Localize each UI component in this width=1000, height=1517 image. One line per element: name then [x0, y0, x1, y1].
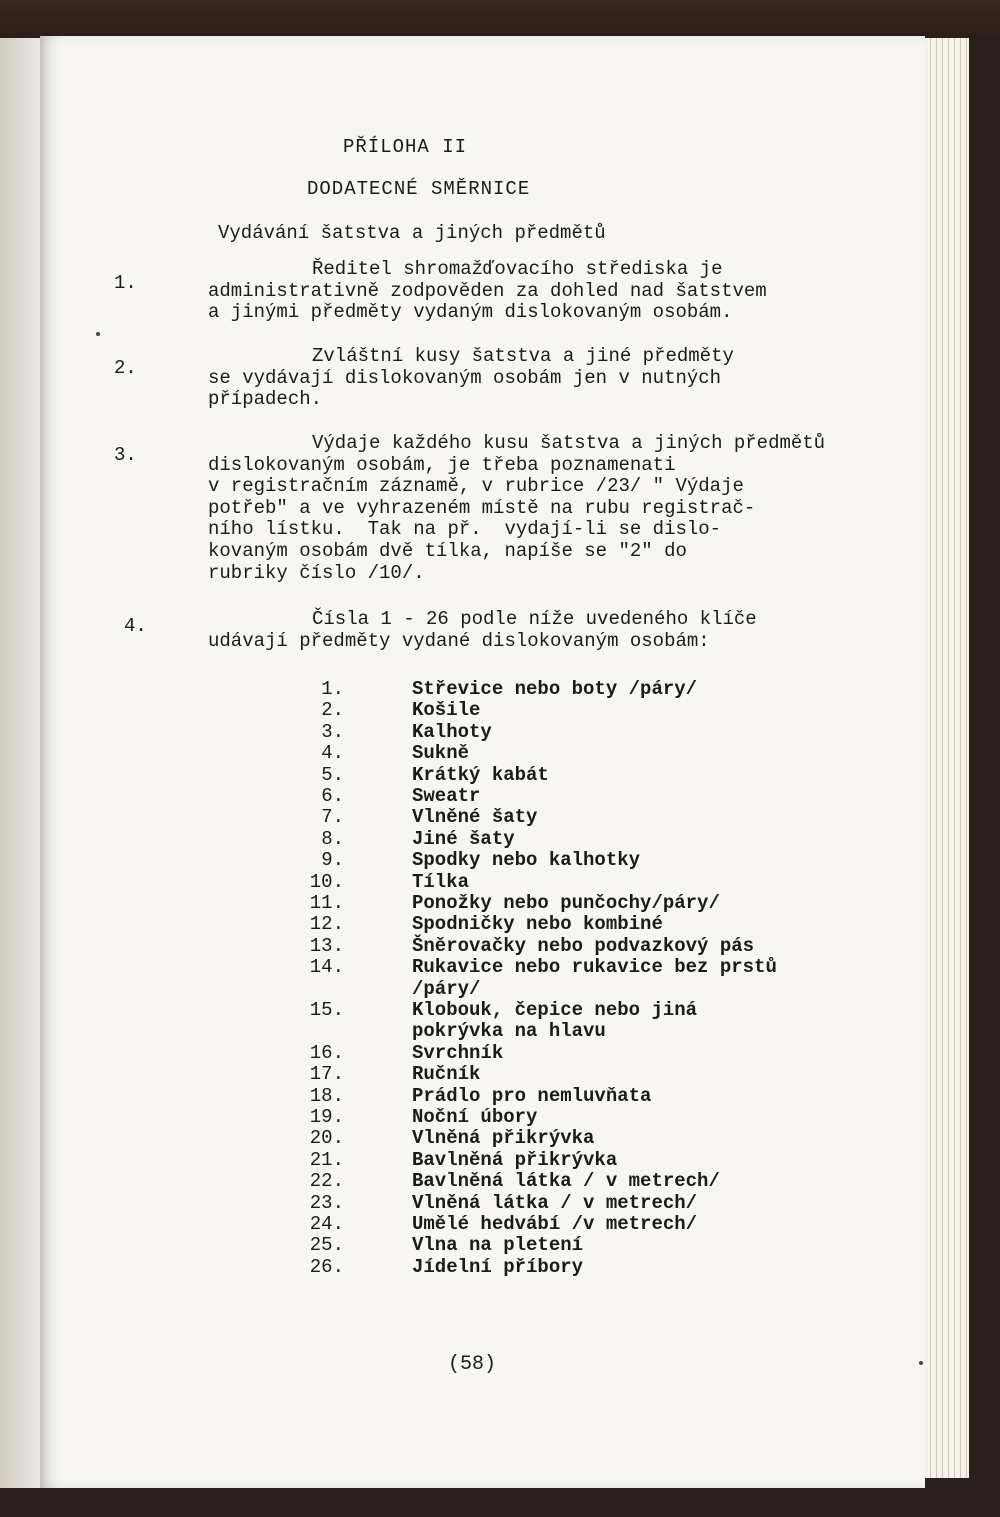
item-number: 19.: [309, 1106, 344, 1128]
item-number: 8.: [321, 827, 344, 850]
book-cover-edge: [0, 0, 1000, 40]
item-label: Ručník: [412, 1063, 481, 1086]
item-label: Vlněná přikrývka: [412, 1127, 595, 1150]
paragraph-line: potřeb" a ve vyhrazeném místě na rubu registrač-: [208, 496, 756, 519]
item-number: 26.: [309, 1255, 344, 1278]
item-label: Jídelní příbory: [412, 1255, 584, 1278]
item-number: 7.: [321, 806, 344, 829]
item-label: Klobouk, čepice nebo jiná: [412, 999, 698, 1021]
paragraph-line: případech.: [208, 388, 323, 411]
item-label: Sukně: [412, 742, 470, 765]
item-number: 4.: [321, 742, 344, 765]
item-number: 15.: [309, 999, 344, 1021]
item-number: 13.: [309, 934, 344, 957]
item-label: Prádlo pro nemluvňata: [412, 1084, 652, 1107]
item-label: Umělé hedvábí /v metrech/: [412, 1213, 698, 1235]
paragraph-line: dislokovaným osobám, je třeba poznamenati: [208, 453, 676, 476]
page-stack-edge: [925, 38, 969, 1478]
item-label: Vlna na pletení: [412, 1234, 584, 1257]
paragraph-line: a jinými předměty vydaným dislokovaným osobám.: [208, 301, 733, 324]
item-number: 5.: [321, 763, 344, 786]
item-number: 3.: [321, 720, 344, 743]
item-label: Bavlněná přikrývka: [412, 1148, 618, 1171]
item-number: 12.: [309, 913, 344, 936]
section-heading: Vydávání šatstva a jiných předmětů: [218, 222, 606, 244]
item-number: 25.: [309, 1234, 344, 1257]
margin-mark: [919, 1361, 923, 1365]
item-number: 6.: [321, 785, 344, 807]
paragraph-number: 3.: [114, 444, 137, 466]
item-number: 10.: [309, 870, 344, 893]
item-number: 9.: [321, 849, 344, 872]
appendix-title: PŘÍLOHA II: [343, 136, 468, 158]
document-page: [40, 36, 925, 1488]
item-number: 11.: [309, 892, 344, 914]
item-number: 21.: [309, 1148, 344, 1171]
item-label: Spodničky nebo kombiné: [412, 913, 663, 936]
paragraph-line: administrativně zodpověden za dohled nad šatstvem: [208, 279, 767, 302]
item-label: Jiné šaty: [412, 827, 515, 850]
paragraph-number: 4.: [124, 615, 147, 637]
item-label: Svrchník: [412, 1041, 504, 1064]
item-label: Kalhoty: [412, 720, 492, 743]
item-label: Spodky nebo kalhotky: [412, 849, 641, 872]
margin-mark: [96, 332, 100, 336]
paragraph-line: v registračním záznamě, v rubrice /23/ " Výdaje: [208, 475, 744, 498]
item-label: Noční úbory: [412, 1106, 538, 1128]
subtitle: DODATECNÉ SMĚRNICE: [307, 178, 531, 200]
item-label: Střevice nebo boty /páry/: [412, 678, 698, 700]
paragraph-line: kovaným osobám dvě tílka, napíše se "2" do: [208, 540, 687, 562]
paragraph-line: Zvláštní kusy šatstva a jiné předměty: [312, 345, 734, 367]
item-number: 16.: [309, 1041, 344, 1064]
facing-page-edge: [0, 38, 40, 1488]
item-number: 18.: [309, 1084, 344, 1107]
item-label: Rukavice nebo rukavice bez prstů: [412, 956, 777, 979]
paragraph-line: udávají předměty vydané dislokovaným osobám:: [208, 629, 710, 652]
paragraph-line: rubriky číslo /10/.: [208, 561, 425, 584]
item-label: Košile: [412, 699, 481, 722]
item-label: Ponožky nebo punčochy/páry/: [412, 892, 720, 914]
item-label: Sweatr: [412, 785, 481, 807]
item-number: 17.: [309, 1063, 344, 1086]
item-label: pokrývka na hlavu: [412, 1020, 606, 1043]
item-number: 20.: [309, 1127, 344, 1150]
paragraph-line: se vydávají dislokovaným osobám jen v nutných: [208, 366, 722, 389]
paragraph-number: 1.: [114, 272, 137, 294]
paragraph-line: ního lístku. Tak na př. vydají-li se dislo-: [208, 518, 722, 541]
item-number: 1.: [321, 678, 344, 700]
item-label: Krátký kabát: [412, 763, 549, 786]
item-label: Vlněné šaty: [412, 806, 538, 829]
item-label: Šněrovačky nebo podvazkový pás: [412, 934, 755, 957]
item-number: 24.: [309, 1213, 344, 1235]
item-number: 14.: [309, 956, 344, 979]
item-label: Tílka: [412, 870, 470, 893]
item-number: 2.: [321, 699, 344, 722]
item-label: Vlněná látka / v metrech/: [412, 1191, 698, 1214]
item-label: /páry/: [412, 977, 481, 1000]
paragraph-line: Výdaje každého kusu šatstva a jiných předmětů: [312, 432, 826, 454]
item-number: 22.: [309, 1170, 344, 1193]
paragraph-number: 2.: [114, 357, 137, 379]
paragraph-line: Ředitel shromažďovacího střediska je: [312, 258, 723, 280]
paragraph-line: Čísla 1 - 26 podle níže uvedeného klíče: [312, 608, 757, 630]
item-number: 23.: [309, 1191, 344, 1214]
page-number: (58): [448, 1353, 497, 1376]
item-label: Bavlněná látka / v metrech/: [412, 1170, 720, 1193]
